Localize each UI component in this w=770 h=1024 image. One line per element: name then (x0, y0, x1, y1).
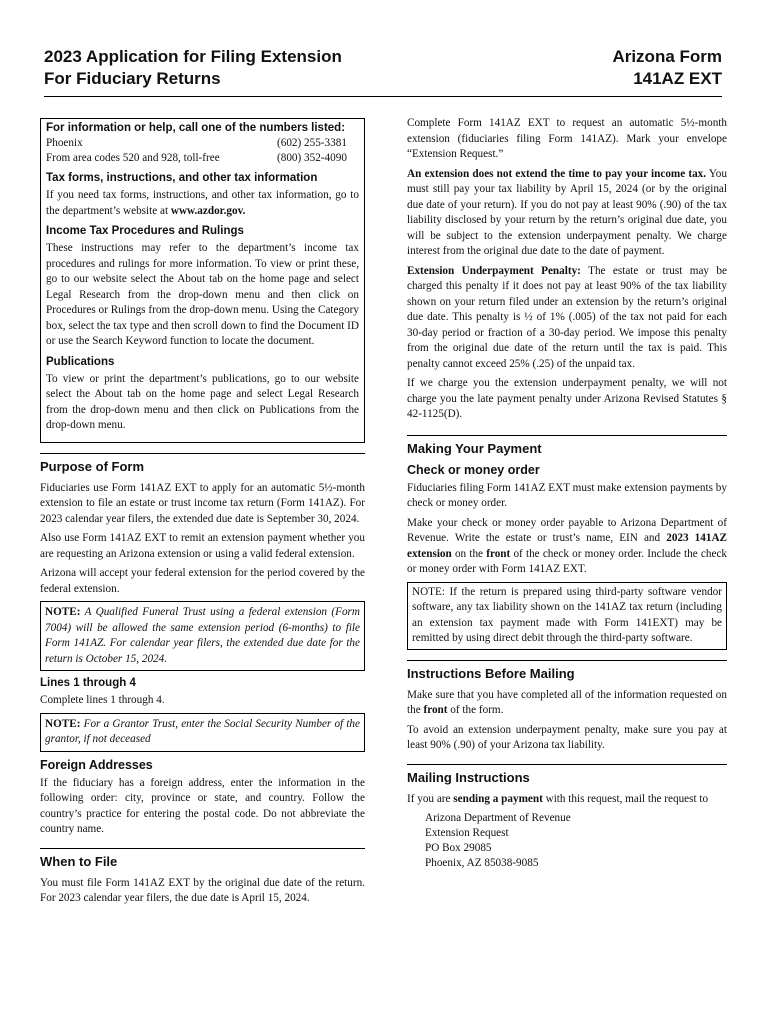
qft-note-box (40, 601, 365, 671)
form-title-line1: 2023 Application for Filing Extension (44, 47, 342, 66)
right-column (407, 116, 727, 871)
lines-heading: Lines 1 through 4 (40, 677, 136, 689)
foreign-heading: Foreign Addresses (40, 757, 153, 772)
publications-text: To view or print the department’s publications, go to our website select the About tab on the home page and select Legal Research from the drop-down menu and then click on Publications from the drop-down menu. (46, 372, 359, 431)
phone-number: (800) 352-4090 (277, 152, 347, 164)
before-mailing-heading: Instructions Before Mailing (407, 660, 727, 681)
purpose-p2: Also use Form 141AZ EXT to remit an extension payment whether you are requesting an Arizona extension or using a valid federal extension. (40, 532, 365, 560)
help-heading: For information or help, call one of the numbers listed: (46, 122, 346, 134)
note-text: For a Grantor Trust, enter the Social Security Number of the grantor, if not deceased (45, 717, 360, 745)
phone-row (46, 136, 359, 151)
form-title-line2: For Fiduciary Returns (44, 69, 221, 88)
procedures-heading: Income Tax Procedures and Rulings (46, 225, 244, 237)
purpose-p3: Arizona will accept your federal extension for the period covered by the federal extension. (40, 567, 365, 595)
form-number-line2: 141AZ EXT (633, 69, 722, 88)
lines-text: Complete lines 1 through 4. (40, 694, 165, 706)
address-line: Extension Request (425, 827, 509, 839)
late-penalty-text: If we charge you the extension underpayment penalty, we will not charge you the late payment penalty under Arizona Revised Statutes § 42-1125(D). (407, 377, 727, 420)
tax-forms-text: If you need tax forms, instructions, and other tax information, go to the department’s website at www.azdor.gov. (46, 189, 359, 217)
phone-number: (602) 255-3381 (277, 137, 347, 149)
note-text: A Qualified Funeral Trust using a federal extension (Form 7004) will be allowed the same extension period (6-months) to file Form 141AZ. For calendar year filers, the extended due date for the return is October 15, 2024. (45, 606, 360, 665)
mailing-text: If you are sending a payment with this request, mail the request to (407, 792, 709, 805)
note-label: NOTE: (45, 717, 81, 730)
when-text: You must file Form 141AZ EXT by the original due date of the return. For 2023 calendar year filers, the due date is April 15, 2024. (40, 876, 365, 904)
extension-text: An extension does not extend the time to pay your income tax. You must still pay your tax liability by April 15, 2024 (or by the original due date of your return). If you do not pay at least 90% (.90) of the tax liability disclosed by your return by the return’s original due date, you will be subject to the extension underpayment penalty. We charge interest from the original due date to the date of payment. (407, 167, 727, 257)
mailing-heading: Mailing Instructions (407, 764, 727, 785)
software-note-box (407, 582, 727, 650)
payment-p1: Fiduciaries filing Form 141AZ EXT must make extension payments by check or money order. (407, 481, 727, 509)
address-line: PO Box 29085 (425, 842, 492, 854)
payment-p2: Make your check or money order payable to Arizona Department of Revenue. Write the estate or trust’s name, EIN and 2023 141AZ extension on the front of the check or money order. Include the check or money order with Form 141AZ EXT. (407, 516, 728, 575)
grantor-note-box (40, 713, 365, 752)
header-divider (44, 96, 722, 97)
note-label: NOTE: (45, 606, 81, 618)
purpose-p1: Fiduciaries use Form 141AZ EXT to apply for an automatic 5½-month extension to file an estate or trust income tax return (Form 141AZ). For 2023 calendar year filers, the extended due date is September 30, 2024. (40, 481, 365, 525)
form-number (612, 46, 722, 90)
phone-label: Phoenix (46, 137, 83, 149)
when-heading: When to File (40, 848, 365, 869)
penalty-text: Extension Underpayment Penalty: The estate or trust may be charged this penalty if it does not pay at least 90% of the tax liability shown on your return filed under an extension by the return’s original due date. This penalty is ½ of 1% (.005) of the tax not paid for each 30-day period or fraction of a 30-day period. We impose this penalty from the original due date of the return until the tax is paid. This penalty cannot exceed 25% (.25) of the unpaid tax. (407, 264, 727, 370)
mailing-address (425, 811, 727, 871)
phone-row (46, 151, 359, 166)
before-mailing-p1: Make sure that you have completed all of the information requested on the front of the form. (407, 688, 727, 716)
address-line: Arizona Department of Revenue (425, 812, 571, 824)
address-line: Phoenix, AZ 85038-9085 (425, 857, 539, 869)
website-link[interactable]: www.azdor.gov. (170, 204, 246, 217)
help-box (40, 118, 365, 443)
procedures-text: These instructions may refer to the department’s income tax procedures and rulings for more information. To view or print these, go to our website select the About tab on the home page and select Legal Research from the drop-down menu and then click on Procedures or Rulings from the drop-down menu. Using the Category box, select the tax type and then scroll down to find the Document ID or use the Search Keyword function to locate the document. (46, 242, 359, 347)
form-number-line1: Arizona Form (612, 47, 722, 66)
check-heading: Check or money order (407, 462, 540, 477)
tax-forms-heading: Tax forms, instructions, and other tax information (46, 172, 318, 184)
payment-heading: Making Your Payment (407, 435, 727, 456)
intro-text: Complete Form 141AZ EXT to request an automatic 5½-month extension (fiduciaries filing Form 141AZ). Mark your envelope “Extension Request.” (407, 117, 727, 160)
left-column (40, 118, 365, 911)
publications-heading: Publications (46, 355, 115, 368)
note-text: NOTE: If the return is prepared using third-party software vendor software, any tax liability shown on the 141AZ tax return (including an extension tax payment made with Form 141EXT) may be remitted by using direct debit through the third-party software. (412, 585, 722, 644)
form-title (44, 46, 342, 90)
foreign-text: If the fiduciary has a foreign address, enter the information in the following order: city, province or state, and country. Follow the country’s practice for entering the postal code. Do not abbreviate the country name. (40, 776, 365, 835)
before-mailing-p2: To avoid an extension underpayment penalty, make sure you pay at least 90% (.90) of your Arizona tax liability. (407, 723, 727, 751)
phone-label: From area codes 520 and 928, toll-free (46, 152, 220, 164)
purpose-heading: Purpose of Form (40, 453, 365, 474)
